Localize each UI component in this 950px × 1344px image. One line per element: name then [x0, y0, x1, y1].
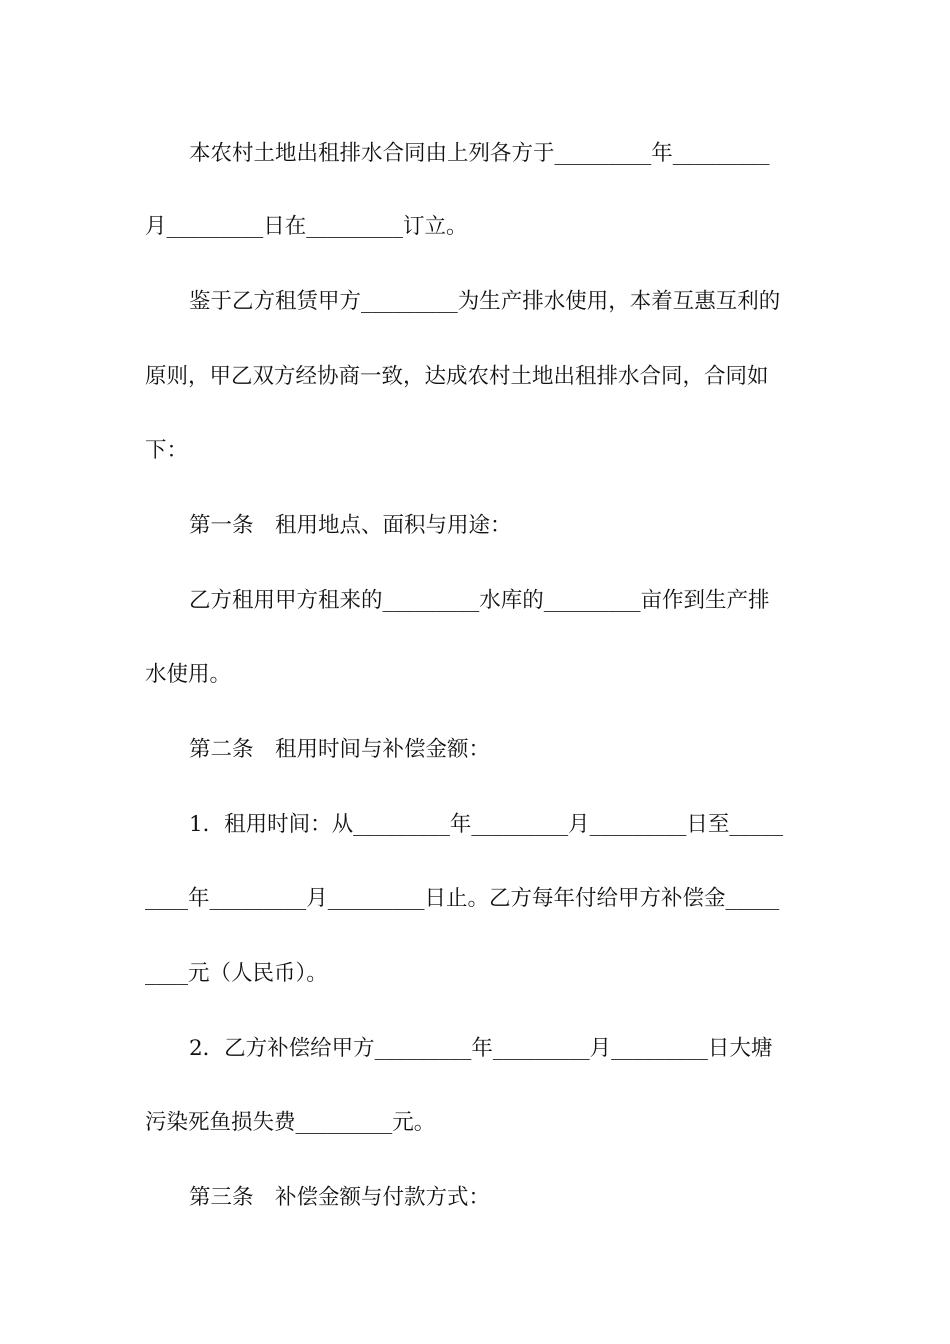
paragraph-line: 污染死鱼损失费_________元。	[145, 1110, 436, 1135]
paragraph-line: 下：	[145, 438, 189, 463]
paragraph-line: 2．乙方补偿给甲方_________年_________月_________日大塘	[189, 1036, 773, 1061]
paragraph-line: ____元（人民币）。	[145, 961, 328, 986]
section-heading: 第一条 租用地点、面积与用途：	[189, 513, 512, 538]
paragraph-line: 乙方租用甲方租来的_________水库的_________亩作到生产排	[189, 588, 770, 613]
paragraph-line: 鉴于乙方租赁甲方_________为生产排水使用，本着互惠互利的	[189, 289, 781, 314]
paragraph-line: 月_________日在_________订立。	[145, 214, 468, 239]
paragraph-line: 1．租用时间：从_________年_________月_________日至_____	[189, 812, 784, 837]
section-heading: 第二条 租用时间与补偿金额：	[189, 737, 491, 762]
paragraph-line: 原则，甲乙双方经协商一致，达成农村土地出租排水合同，合同如	[145, 364, 769, 389]
section-heading: 第三条 补偿金额与付款方式：	[189, 1185, 491, 1210]
paragraph-line: 水使用。	[145, 662, 232, 687]
paragraph-line: 本农村土地出租排水合同由上列各方于_________年_________	[189, 141, 770, 166]
paragraph-line: ____年_________月_________日止。乙方每年付给甲方补偿金_____	[145, 886, 780, 911]
